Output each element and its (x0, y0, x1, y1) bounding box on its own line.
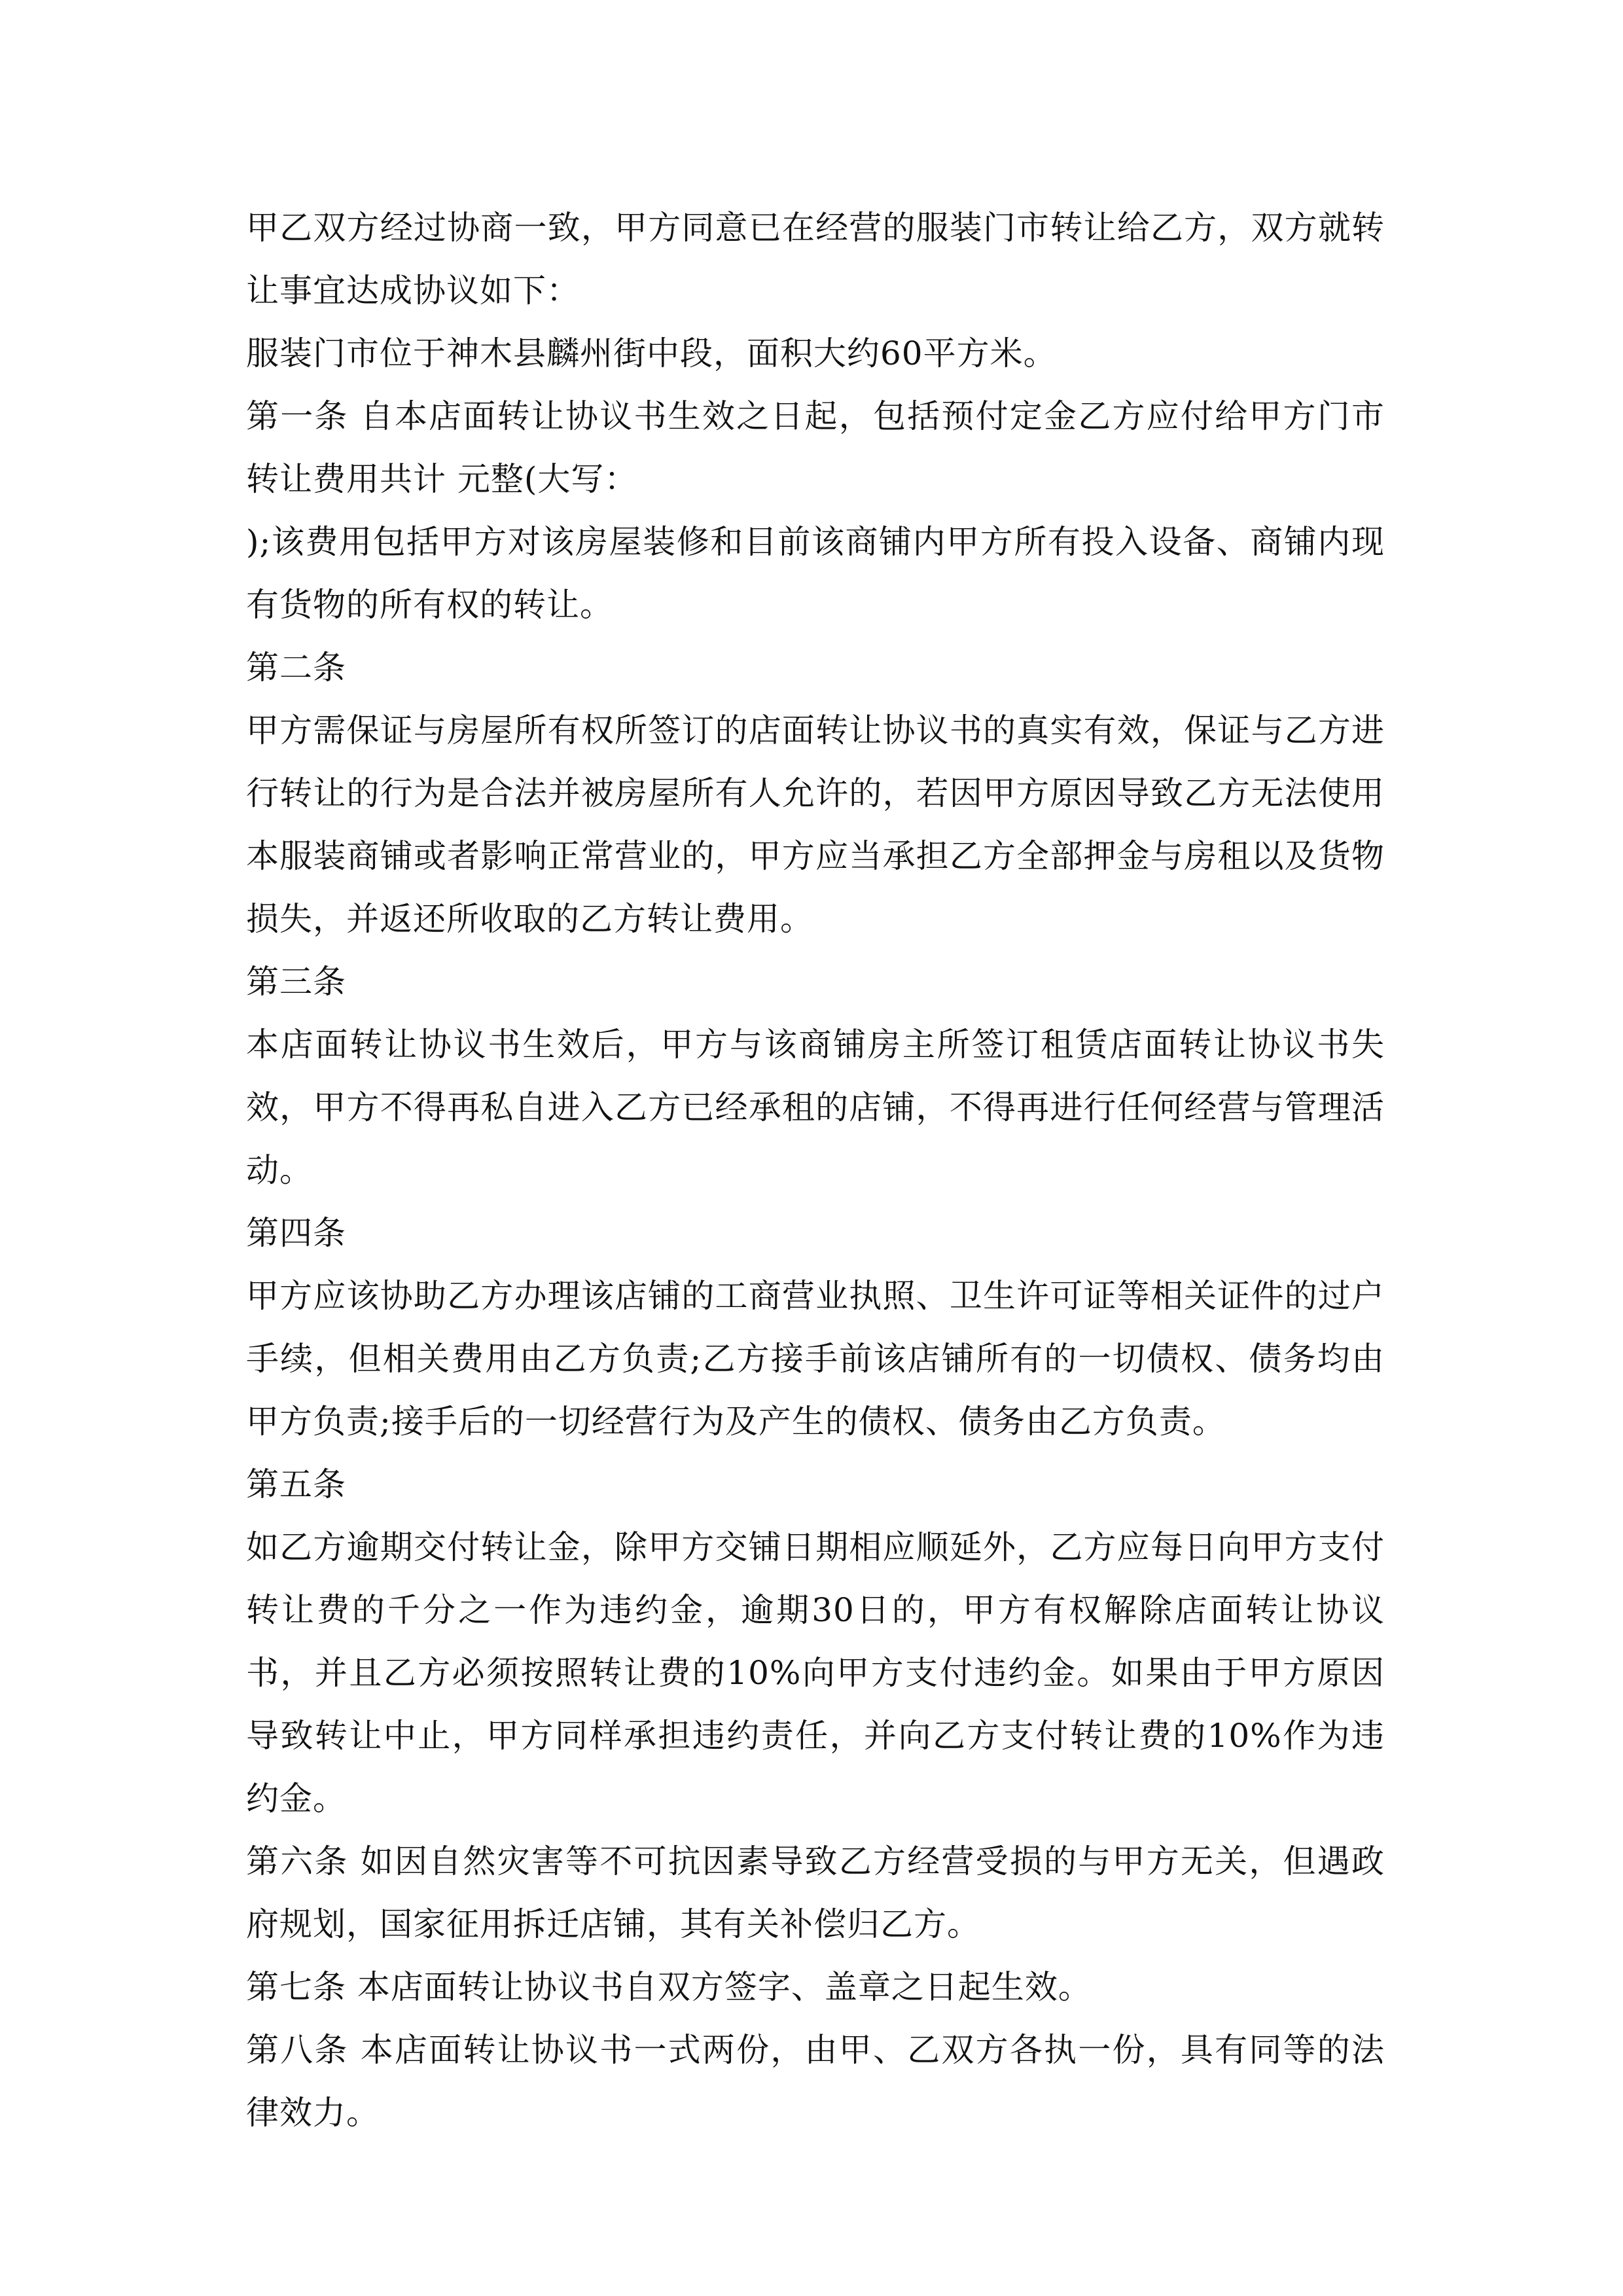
article-1-continued-paragraph: );该费用包括甲方对该房屋装修和目前该商铺内甲方所有投入设备、商铺内现有货物的所有权的转让。 (246, 523, 1385, 624)
article-2-paragraph: 甲方需保证与房屋所有权所签订的店面转让协议书的真实有效，保证与乙方进行转让的行为是合法并被房屋所有人允许的，若因甲方原因导致乙方无法使用本服装商铺或者影响正常营业的，甲方应当承担乙方全部押金与房租以及货物损失，并返还所收取的乙方转让费用。 (246, 711, 1385, 938)
article-6-paragraph: 第六条 如因自然灾害等不可抗因素导致乙方经营受损的与甲方无关，但遇政府规划，国家征用拆迁店铺，其有关补偿归乙方。 (246, 1842, 1385, 1943)
article-7-paragraph: 第七条 本店面转让协议书自双方签字、盖章之日起生效。 (246, 1968, 1092, 2006)
article-2-heading: 第二条 (246, 649, 346, 687)
article-3-paragraph: 本店面转让协议书生效后，甲方与该商铺房主所签订租赁店面转让协议书失效，甲方不得再私自进入乙方已经承租的店铺，不得再进行任何经营与管理活动。 (246, 1026, 1385, 1189)
article-4-heading: 第四条 (246, 1214, 346, 1252)
article-8-paragraph: 第八条 本店面转让协议书一式两份，由甲、乙双方各执一份，具有同等的法律效力。 (246, 2031, 1385, 2132)
location-paragraph: 服装门市位于神木县麟州街中段，面积大约60平方米。 (246, 334, 1057, 372)
document-body (246, 196, 1385, 2144)
article-4-paragraph: 甲方应该协助乙方办理该店铺的工商营业执照、卫生许可证等相关证件的过户手续，但相关费用由乙方负责;乙方接手前该店铺所有的一切债权、债务均由甲方负责;接手后的一切经营行为及产生的债权、债务由乙方负责。 (246, 1277, 1385, 1441)
article-3-heading: 第三条 (246, 963, 346, 1001)
intro-paragraph: 甲乙双方经过协商一致，甲方同意已在经营的服装门市转让给乙方，双方就转让事宜达成协议如下： (246, 209, 1385, 310)
article-5-heading: 第五条 (246, 1465, 346, 1503)
article-1-paragraph: 第一条 自本店面转让协议书生效之日起，包括预付定金乙方应付给甲方门市转让费用共计 元整(大写： (246, 397, 1385, 498)
article-5-paragraph: 如乙方逾期交付转让金，除甲方交铺日期相应顺延外，乙方应每日向甲方支付转让费的千分之一作为违约金，逾期30日的，甲方有权解除店面转让协议书，并且乙方必须按照转让费的10%向甲方支付违约金。如果由于甲方原因导致转让中止，甲方同样承担违约责任，并向乙方支付转让费的10%作为违约金。 (246, 1528, 1385, 1818)
